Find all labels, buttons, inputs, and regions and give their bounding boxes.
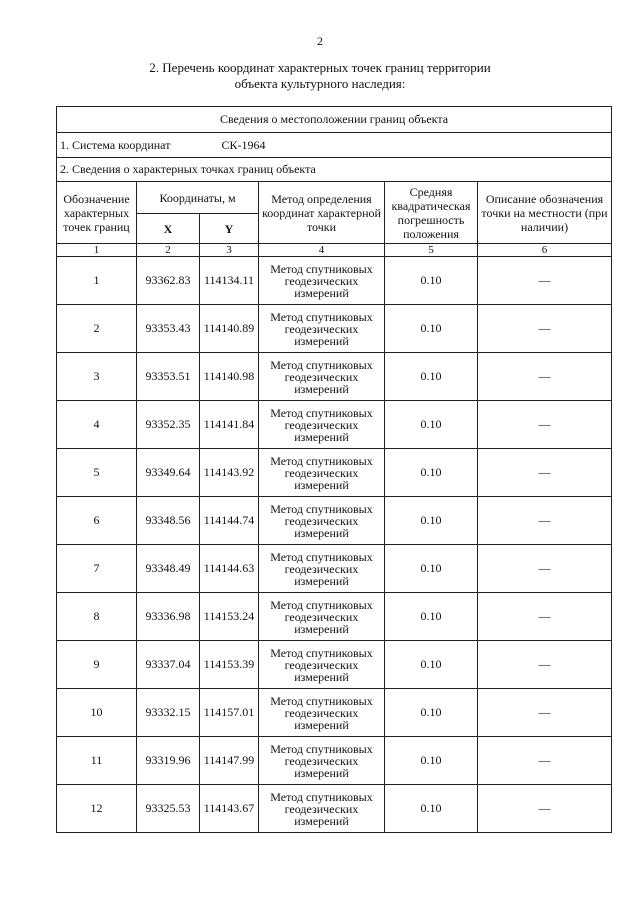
point-id: 12 xyxy=(57,785,137,833)
col-number-3: 3 xyxy=(200,244,259,257)
error-value: 0.10 xyxy=(385,449,478,497)
error-value: 0.10 xyxy=(385,593,478,641)
col-y: Y xyxy=(200,214,259,244)
description-value: — xyxy=(478,785,612,833)
col-method: Метод определения координат характерной точки xyxy=(259,182,385,244)
method-text: Метод спутниковых геодезических измерений xyxy=(259,353,385,401)
col-number-6: 6 xyxy=(478,244,612,257)
point-id: 8 xyxy=(57,593,137,641)
x-value: 93349.64 xyxy=(137,449,200,497)
coord-system-label: 1. Система координат xyxy=(60,137,171,152)
y-value: 114144.74 xyxy=(200,497,259,545)
error-value: 0.10 xyxy=(385,497,478,545)
method-text: Метод спутниковых геодезических измерений xyxy=(259,449,385,497)
method-text: Метод спутниковых геодезических измерений xyxy=(259,689,385,737)
point-id: 3 xyxy=(57,353,137,401)
col-error: Средняя квадратическая погрешность положения xyxy=(385,182,478,244)
y-value: 114134.11 xyxy=(200,257,259,305)
description-value: — xyxy=(478,689,612,737)
description-value: — xyxy=(478,737,612,785)
y-value: 114157.01 xyxy=(200,689,259,737)
method-text: Метод спутниковых геодезических измерений xyxy=(259,593,385,641)
description-value: — xyxy=(478,257,612,305)
y-value: 114143.67 xyxy=(200,785,259,833)
error-value: 0.10 xyxy=(385,401,478,449)
y-value: 114153.39 xyxy=(200,641,259,689)
point-id: 5 xyxy=(57,449,137,497)
col-number-5: 5 xyxy=(385,244,478,257)
y-value: 114140.98 xyxy=(200,353,259,401)
point-id: 7 xyxy=(57,545,137,593)
table-row xyxy=(57,401,612,449)
table-row xyxy=(57,689,612,737)
method-text: Метод спутниковых геодезических измерений xyxy=(259,737,385,785)
description-value: — xyxy=(478,641,612,689)
table-row xyxy=(57,641,612,689)
table-row xyxy=(57,305,612,353)
x-value: 93325.53 xyxy=(137,785,200,833)
col-number-2: 2 xyxy=(137,244,200,257)
table-row xyxy=(57,593,612,641)
y-value: 114143.92 xyxy=(200,449,259,497)
col-number-4: 4 xyxy=(259,244,385,257)
table-row xyxy=(57,785,612,833)
point-id: 11 xyxy=(57,737,137,785)
error-value: 0.10 xyxy=(385,353,478,401)
col-number-1: 1 xyxy=(57,244,137,257)
method-text: Метод спутниковых геодезических измерений xyxy=(259,641,385,689)
description-value: — xyxy=(478,593,612,641)
error-value: 0.10 xyxy=(385,641,478,689)
page-number: 2 xyxy=(317,34,323,48)
col-coords: Координаты, м xyxy=(137,182,259,214)
points-header: 2. Сведения о характерных точках границ объекта xyxy=(57,158,612,182)
description-value: — xyxy=(478,449,612,497)
y-value: 114141.84 xyxy=(200,401,259,449)
error-value: 0.10 xyxy=(385,257,478,305)
point-id: 6 xyxy=(57,497,137,545)
x-value: 93348.56 xyxy=(137,497,200,545)
point-id: 9 xyxy=(57,641,137,689)
error-value: 0.10 xyxy=(385,545,478,593)
table-row xyxy=(57,737,612,785)
description-value: — xyxy=(478,545,612,593)
description-value: — xyxy=(478,353,612,401)
table-body xyxy=(57,257,612,833)
x-value: 93319.96 xyxy=(137,737,200,785)
y-value: 114144.63 xyxy=(200,545,259,593)
x-value: 93348.49 xyxy=(137,545,200,593)
point-id: 4 xyxy=(57,401,137,449)
x-value: 93362.83 xyxy=(137,257,200,305)
x-value: 93353.43 xyxy=(137,305,200,353)
x-value: 93332.15 xyxy=(137,689,200,737)
page-title xyxy=(0,60,640,92)
description-value: — xyxy=(478,497,612,545)
method-text: Метод спутниковых геодезических измерений xyxy=(259,545,385,593)
col-x: X xyxy=(137,214,200,244)
coord-system-value: СК-1964 xyxy=(221,137,266,152)
table-row xyxy=(57,545,612,593)
table-row xyxy=(57,497,612,545)
title-line-2: объекта культурного наследия: xyxy=(234,76,406,91)
error-value: 0.10 xyxy=(385,689,478,737)
y-value: 114147.99 xyxy=(200,737,259,785)
col-description: Описание обозначения точки на местности (при наличии) xyxy=(478,182,612,244)
method-text: Метод спутниковых геодезических измерений xyxy=(259,785,385,833)
section-header: Сведения о местоположении границ объекта xyxy=(57,107,612,133)
method-text: Метод спутниковых геодезических измерений xyxy=(259,497,385,545)
point-id: 2 xyxy=(57,305,137,353)
y-value: 114153.24 xyxy=(200,593,259,641)
method-text: Метод спутниковых геодезических измерений xyxy=(259,257,385,305)
method-text: Метод спутниковых геодезических измерений xyxy=(259,401,385,449)
coordinates-table xyxy=(56,106,612,833)
description-value: — xyxy=(478,401,612,449)
col-designation: Обозначение характерных точек границ xyxy=(57,182,137,244)
error-value: 0.10 xyxy=(385,785,478,833)
x-value: 93352.35 xyxy=(137,401,200,449)
table-row xyxy=(57,257,612,305)
table-row xyxy=(57,449,612,497)
y-value: 114140.89 xyxy=(200,305,259,353)
description-value: — xyxy=(478,305,612,353)
error-value: 0.10 xyxy=(385,305,478,353)
method-text: Метод спутниковых геодезических измерений xyxy=(259,305,385,353)
coord-system-row xyxy=(57,133,612,158)
table-row xyxy=(57,353,612,401)
point-id: 1 xyxy=(57,257,137,305)
x-value: 93336.98 xyxy=(137,593,200,641)
point-id: 10 xyxy=(57,689,137,737)
x-value: 93353.51 xyxy=(137,353,200,401)
title-line-1: 2. Перечень координат характерных точек границ территории xyxy=(149,60,491,75)
error-value: 0.10 xyxy=(385,737,478,785)
x-value: 93337.04 xyxy=(137,641,200,689)
